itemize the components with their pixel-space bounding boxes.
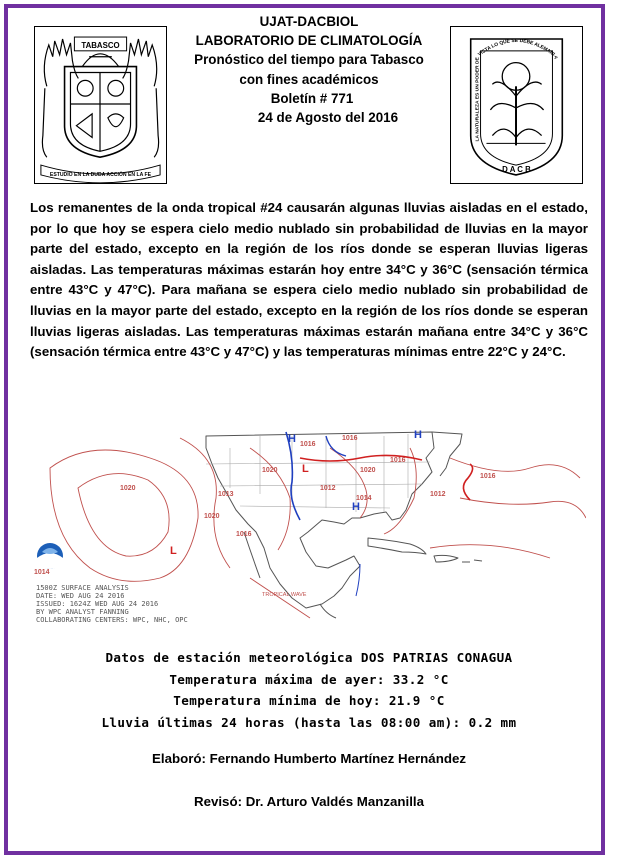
lab-name: LABORATORIO DE CLIMATOLOGÍA — [195, 33, 423, 49]
pressure-label: 1012 — [430, 491, 446, 498]
bulletin-number: Boletín # 771 — [270, 90, 354, 106]
prepared-by: Elaboró: Fernando Humberto Martínez Hernández — [152, 751, 466, 766]
title-line-2: con fines académicos — [239, 71, 379, 87]
high-pressure-symbol: H — [288, 433, 296, 445]
bulletin-date: 24 de Agosto del 2016 — [257, 110, 399, 126]
pressure-label: 1016 — [300, 441, 316, 448]
pressure-label: 1016 — [390, 457, 406, 464]
map-caption-line: BY WPC ANALYST FANNING — [36, 608, 129, 616]
pressure-label: 1020 — [360, 467, 376, 474]
pressure-label: 1020 — [204, 513, 220, 520]
forecast-paragraph: Los remanentes de la onda tropical #24 causarán algunas lluvias aisladas en el estado, por lo que hoy se espera cielo medio nublado sin probabilidad de lluvias en la mayor parte del estado, excepto en la región de los ríos donde se esperan lluvias ligeras aisladas. Las temperaturas máximas estarán hoy entre 34°C y 36°C (sensación térmica entre 43°C y 47°C). Para mañana se espera cielo medio nublado sin probabilidad de lluvias en la mayor parte del estado, excepto en la región de los ríos donde se esperan lluvias ligeras aisladas. Las temperaturas máximas estarán mañana entre 34°C y 36°C (sensación térmica entre 43°C y 47°C) y las temperaturas mínimas entre 22°C y 24°C. — [30, 200, 588, 360]
pressure-label: 1020 — [120, 485, 136, 492]
reviewed-by: Revisó: Dr. Arturo Valdés Manzanilla — [193, 794, 425, 809]
title-line-1: Pronóstico del tiempo para Tabasco — [194, 52, 424, 68]
map-isobars — [50, 438, 586, 618]
low-pressure-symbol: L — [170, 545, 177, 557]
tropical-wave-label: TROPICAL WAVE — [262, 592, 307, 598]
institution-name: UJAT-DACBIOL — [259, 14, 359, 29]
station-min-temp: Temperatura mínima de hoy: 21.9 °C — [173, 693, 445, 708]
map-caption-line: 1500Z SURFACE ANALYSIS — [36, 584, 129, 592]
seal-motto-text: ESTUDIO EN LA DUDA ACCIÓN EN LA FE — [49, 171, 152, 178]
high-pressure-symbol: H — [352, 501, 360, 513]
seal-banner-text: TABASCO — [81, 40, 120, 50]
map-fronts — [286, 432, 473, 596]
ujat-seal-logo — [34, 26, 167, 184]
surface-analysis-map — [30, 428, 586, 628]
station-max-temp: Temperatura máxima de ayer: 33.2 °C — [169, 671, 449, 687]
pressure-label: 1014 — [34, 569, 50, 576]
high-pressure-symbol: H — [414, 429, 422, 441]
map-caption-line: ISSUED: 1624Z WED AUG 24 2016 — [36, 600, 159, 608]
emblem-footer-text: D A C B — [502, 164, 531, 174]
emblem-ring-text: LA NATURALEZA ES UN PODER DE VISTA LO QUE SE DEBE ALEMANIA — [475, 38, 558, 142]
low-pressure-symbol: L — [302, 463, 309, 475]
station-title: Datos de estación meteorológica DOS PATRIAS CONAGUA — [105, 650, 513, 665]
pressure-label: 1016 — [236, 531, 252, 538]
map-state-lines — [206, 434, 430, 512]
pressure-label: 1016 — [342, 435, 358, 442]
pressure-label: 1013 — [218, 491, 234, 498]
map-caption-line: COLLABORATING CENTERS: WPC, NHC, OPC — [36, 616, 188, 624]
pressure-label: 1016 — [480, 473, 496, 480]
noaa-logo-icon — [37, 543, 63, 569]
map-caption-line: DATE: WED AUG 24 2016 — [36, 592, 125, 600]
station-rain: Lluvia últimas 24 horas (hasta las 08:00 am): 0.2 mm — [101, 714, 517, 730]
bulletin-header — [170, 12, 448, 127]
dacbiol-emblem-logo — [450, 26, 583, 184]
station-data — [30, 647, 588, 733]
pressure-label: 1020 — [262, 467, 278, 474]
pressure-label: 1012 — [320, 485, 336, 492]
pressure-label: 1014 — [356, 495, 372, 502]
